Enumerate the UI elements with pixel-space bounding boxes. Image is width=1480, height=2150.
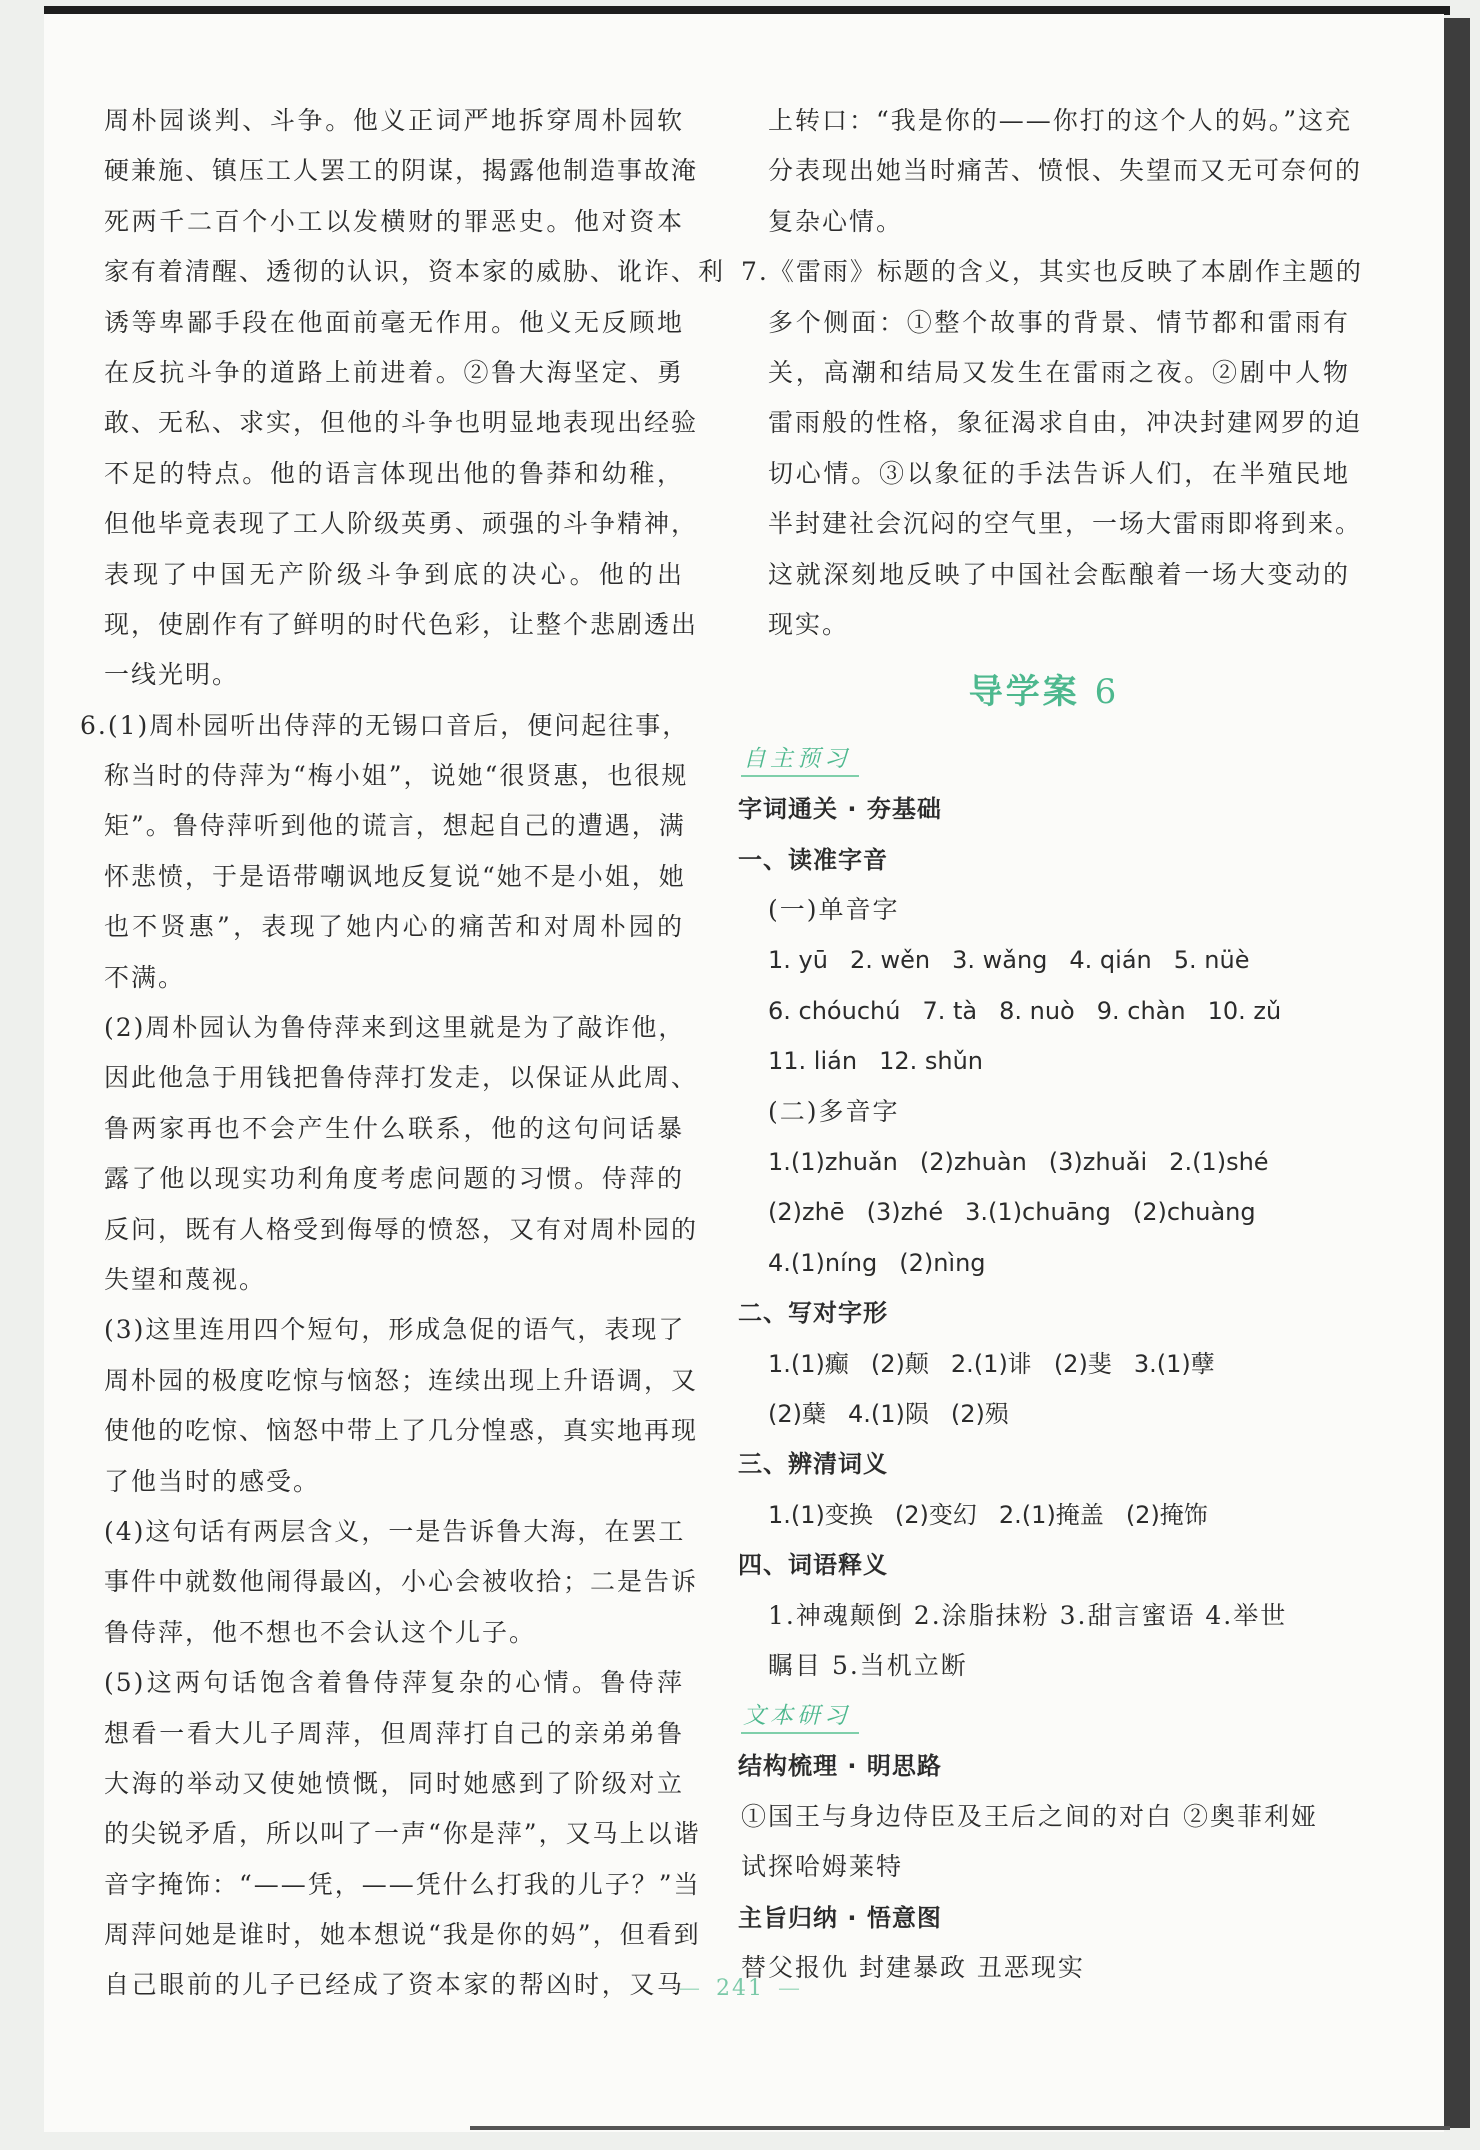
text-line: 硬兼施、镇压工人罢工的阴谋，揭露他制造事故淹 bbox=[104, 156, 699, 186]
define-line: 瞩目 5.当机立断 bbox=[768, 1650, 968, 1680]
lesson-title bbox=[738, 650, 1350, 734]
multi-char-row-2 bbox=[768, 1187, 1350, 1237]
define-line: 1.神魂颠倒 2.涂脂抹粉 3.甜言蜜语 4.举世 bbox=[768, 1600, 1288, 1630]
section-tag-label: 自主预习 bbox=[741, 740, 859, 777]
footer-dash: — bbox=[778, 1976, 802, 2001]
answer-item: (2)蘖 bbox=[768, 1399, 826, 1428]
vocab-heading: 字词通关 · 夯基础 bbox=[738, 795, 942, 824]
text-line: 也不贤惠”，表现了她内心的痛苦和对周朴园的 bbox=[104, 912, 684, 942]
text-line: 死两千二百个小工以发横财的罪恶史。他对资本 bbox=[104, 206, 684, 236]
text-line: 称当时的侍萍为“梅小姐”，说她“很贤惠，也很规 bbox=[104, 761, 689, 791]
text-line: 一线光明。 bbox=[104, 660, 240, 690]
text-line: 音字掩饰：“——凭，——凭什么打我的儿子？”当 bbox=[104, 1869, 701, 1899]
answer-item: (2)颠 bbox=[870, 1349, 929, 1378]
text-line: 了他当时的感受。 bbox=[104, 1466, 321, 1496]
text-line: 失望和蔑视。 bbox=[104, 1264, 267, 1294]
text-line: 多个侧面：①整个故事的背景、情节都和雷雨有 bbox=[768, 307, 1350, 337]
text-line: 现，使剧作有了鲜明的时代色彩，让整个悲剧透出 bbox=[104, 609, 699, 639]
answer-item: 2.(1)shé bbox=[1169, 1148, 1269, 1177]
answer-item: (3)zhuǎi bbox=[1048, 1148, 1148, 1177]
glyph-row-1 bbox=[768, 1339, 1350, 1389]
answer-6-line: 6.(1)周朴园听出侍萍的无锡口音后，便问起往事， bbox=[80, 710, 690, 740]
answer-item: (3)zhé bbox=[866, 1198, 944, 1227]
text-line: 表现了中国无产阶级斗争到底的决心。他的出 bbox=[104, 559, 684, 589]
answer-item: 5. nüè bbox=[1173, 946, 1250, 975]
theme-line: 替父报仇 封建暴政 丑恶现实 bbox=[741, 1952, 1085, 1982]
answer-item: 1.(1)变换 bbox=[768, 1500, 873, 1529]
text-line: 怀悲愤，于是语带嘲讽地反复说“她不是小姐，她 bbox=[104, 861, 686, 891]
text-line: 矩”。鲁侍萍听到他的谎言，想起自己的遭遇，满 bbox=[104, 811, 686, 841]
text-line: 鲁侍萍，他不想也不会认这个儿子。 bbox=[104, 1617, 537, 1647]
answer-item: 10. zǔ bbox=[1207, 996, 1282, 1025]
text-line: 家有着清醒、透彻的认识，资本家的威胁、讹诈、利 bbox=[104, 257, 726, 287]
text-line: 的尖锐矛盾，所以叫了一声“你是萍”，又马上以谐 bbox=[104, 1819, 701, 1849]
part2-heading: 二、写对字形 bbox=[738, 1299, 888, 1328]
part3-heading: 三、辨清词义 bbox=[738, 1450, 888, 1479]
text-line: 诱等卑鄙手段在他面前毫无作用。他义无反顾地 bbox=[104, 307, 684, 337]
text-line: (2)周朴园认为鲁侍萍来到这里就是为了敲诈他， bbox=[104, 1013, 686, 1043]
text-line: 半封建社会沉闷的空气里，一场大雷雨即将到来。 bbox=[768, 509, 1363, 539]
text-line: 在反抗斗争的道路上前进着。②鲁大海坚定、勇 bbox=[104, 357, 684, 387]
answer-item: (2)殒 bbox=[950, 1399, 1009, 1428]
text-line: 周萍问她是谁时，她本想说“我是你的妈”，但看到 bbox=[104, 1920, 701, 1950]
answer-item: 6. chóuchú bbox=[768, 996, 901, 1025]
section-tag-preview bbox=[738, 734, 1350, 784]
text-line: 不满。 bbox=[104, 962, 186, 992]
answer-item: (2)nìng bbox=[899, 1248, 986, 1277]
text-line: 周朴园谈判、斗争。他义正词严地拆穿周朴园软 bbox=[104, 106, 684, 135]
text-line: 露了他以现实功利角度考虑问题的习惯。侍萍的 bbox=[104, 1164, 684, 1194]
text-line: 这就深刻地反映了中国社会酝酿着一场大变动的 bbox=[768, 559, 1350, 589]
answer-item: (2)zhē bbox=[768, 1198, 845, 1227]
page-bottom-edge bbox=[470, 2126, 1450, 2130]
right-column bbox=[738, 96, 1363, 1993]
part1-sub1: (一)单音字 bbox=[768, 895, 900, 925]
part1-sub2: (二)多音字 bbox=[768, 1096, 900, 1126]
footer-dash: — bbox=[678, 1976, 702, 2001]
answer-item: 3.(1)孽 bbox=[1133, 1349, 1215, 1378]
answer-item: 2. wěn bbox=[849, 946, 931, 975]
answer-item: 12. shǔn bbox=[879, 1047, 983, 1076]
text-line: 但他毕竟表现了工人阶级英勇、顽强的斗争精神， bbox=[104, 509, 699, 539]
text-line: 不足的特点。他的语言体现出他的鲁莽和幼稚， bbox=[104, 458, 684, 488]
answer-item: 1. yū bbox=[768, 946, 828, 975]
section-tag-label: 文本研习 bbox=[741, 1697, 859, 1734]
text-line: 反问，既有人格受到侮辱的愤怒，又有对周朴园的 bbox=[104, 1214, 699, 1244]
text-line: 因此他急于用钱把鲁侍萍打发走，以保证从此周、 bbox=[104, 1063, 699, 1093]
text-line: 雷雨般的性格，象征渴求自由，冲决封建网罗的迫 bbox=[768, 408, 1363, 438]
glyph-row-2 bbox=[768, 1389, 1350, 1439]
text-line: 分表现出她当时痛苦、愤恨、失望而又无可奈何的 bbox=[768, 156, 1363, 186]
answer-item: 4. qián bbox=[1069, 946, 1152, 975]
answer-item: 1.(1)癫 bbox=[768, 1349, 849, 1378]
text-line: 使他的吃惊、恼怒中带上了几分惶惑，真实地再现 bbox=[104, 1416, 699, 1446]
text-line: 事件中就数他闹得最凶，小心会被收拾；二是告诉 bbox=[104, 1567, 699, 1597]
multi-char-row-3 bbox=[768, 1238, 1350, 1288]
answer-item: 4.(1)níng bbox=[768, 1248, 878, 1277]
theme-heading: 主旨归纳 · 悟意图 bbox=[738, 1903, 942, 1932]
text-line: 自己眼前的儿子已经成了资本家的帮凶时，又马 bbox=[104, 1970, 684, 2000]
answer-item: (2)zhuàn bbox=[919, 1148, 1027, 1177]
answer-item: 3. wǎng bbox=[952, 946, 1048, 975]
answer-item: (2)掩饰 bbox=[1125, 1500, 1208, 1529]
answer-item: 1.(1)zhuǎn bbox=[768, 1148, 898, 1177]
text-line: (5)这两句话饱含着鲁侍萍复杂的心情。鲁侍萍 bbox=[104, 1668, 684, 1698]
answer-item: 8. nuò bbox=[999, 996, 1075, 1025]
answer-item: (2)变幻 bbox=[894, 1500, 977, 1529]
answer-item: 3.(1)chuāng bbox=[965, 1198, 1111, 1227]
structure-heading: 结构梳理 · 明思路 bbox=[738, 1752, 942, 1781]
answer-item: 7. tà bbox=[922, 996, 978, 1025]
lesson-number: 6 bbox=[1094, 672, 1120, 713]
section-tag-text-study bbox=[738, 1691, 1350, 1741]
structure-line: ①国王与身边侍臣及王后之间的对白 ②奥菲利娅 bbox=[741, 1801, 1318, 1831]
single-char-row-2 bbox=[768, 986, 1350, 1036]
answer-7-line: 7.《雷雨》标题的含义，其实也反映了本剧作主题的 bbox=[741, 257, 1363, 287]
answer-item: 11. lián bbox=[768, 1047, 858, 1076]
text-line: 周朴园的极度吃惊与恼怒；连续出现上升语调，又 bbox=[104, 1365, 699, 1395]
page-right-edge bbox=[1444, 18, 1470, 2128]
text-line: 鲁两家再也不会产生什么联系，他的这句问话暴 bbox=[104, 1113, 684, 1143]
single-char-row-3 bbox=[768, 1036, 1350, 1086]
answer-item: 2.(1)掩盖 bbox=[998, 1500, 1104, 1529]
text-line: 现实。 bbox=[768, 609, 850, 639]
text-line: (4)这句话有两层含义，一是告诉鲁大海，在罢工 bbox=[104, 1516, 686, 1546]
meaning-row-1 bbox=[768, 1490, 1350, 1540]
text-line: 切心情。③以象征的手法告诉人们，在半殖民地 bbox=[768, 458, 1350, 488]
answer-item: (2)chuàng bbox=[1132, 1198, 1256, 1227]
part4-heading: 四、词语释义 bbox=[738, 1551, 888, 1580]
single-char-row-1 bbox=[768, 935, 1350, 985]
page-number bbox=[0, 1976, 1480, 2001]
text-line: 想看一看大儿子周萍，但周萍打自己的亲弟弟鲁 bbox=[104, 1718, 684, 1748]
left-column bbox=[80, 96, 726, 2011]
multi-char-row-1 bbox=[768, 1137, 1350, 1187]
text-line: 大海的举动又使她愤慨，同时她感到了阶级对立 bbox=[104, 1768, 684, 1798]
text-line: (3)这里连用四个短句，形成急促的语气，表现了 bbox=[104, 1315, 686, 1345]
answer-item: 4.(1)陨 bbox=[848, 1399, 929, 1428]
part1-heading: 一、读准字音 bbox=[738, 845, 888, 874]
text-line: 关，高潮和结局又发生在雷雨之夜。②剧中人物 bbox=[768, 357, 1350, 387]
lesson-title-text: 导学案 bbox=[968, 672, 1080, 713]
answer-item: (2)斐 bbox=[1053, 1349, 1112, 1378]
text-line: 上转口：“我是你的——你打的这个人的妈。”这充 bbox=[768, 106, 1353, 135]
page-number-text: 241 bbox=[716, 1976, 764, 2001]
answer-item: 9. chàn bbox=[1096, 996, 1186, 1025]
answer-item: 2.(1)诽 bbox=[950, 1349, 1032, 1378]
text-line: 复杂心情。 bbox=[768, 206, 904, 236]
structure-line: 试探哈姆莱特 bbox=[741, 1852, 904, 1882]
text-line: 敢、无私、求实，但他的斗争也明显地表现出经验 bbox=[104, 408, 699, 438]
